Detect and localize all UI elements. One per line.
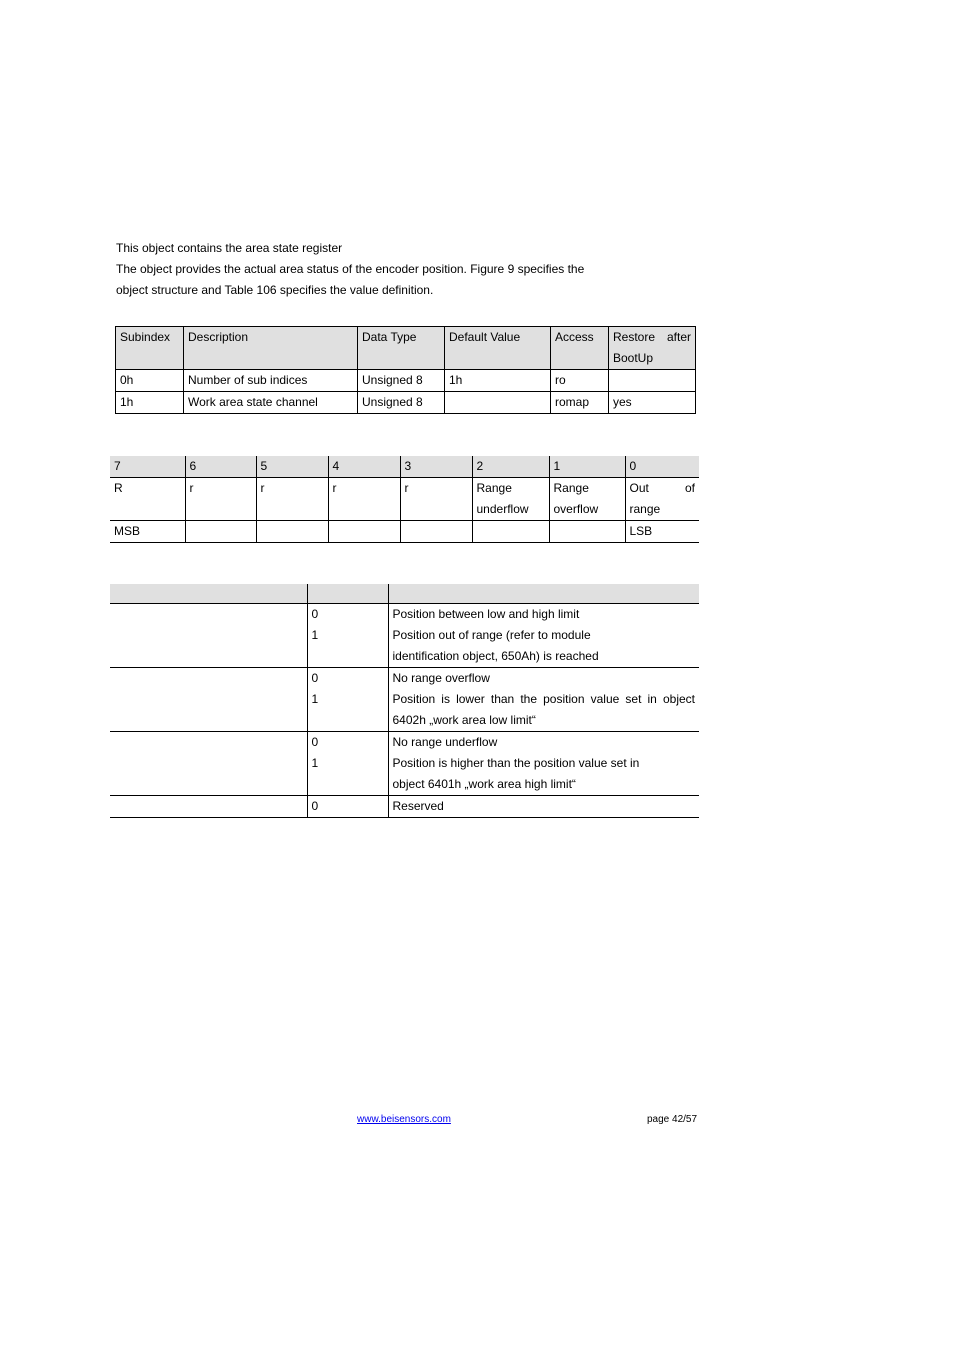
- bit-cell: R: [110, 478, 185, 521]
- bit-cell: 5: [256, 456, 328, 478]
- header-cell: Subindex: [116, 327, 184, 370]
- table-row: [110, 604, 699, 668]
- definition-text: Position is lower than the position value set in object: [392, 692, 695, 706]
- table-cell: [609, 370, 696, 392]
- bit-cell: 6: [185, 456, 256, 478]
- bit-text: Out: [629, 481, 649, 495]
- definition-text: Reserved: [392, 799, 444, 813]
- value-text: 1: [311, 628, 319, 642]
- table-cell: Unsigned 8: [358, 392, 445, 414]
- bit-cell: r: [185, 478, 256, 521]
- value-definition-table: [110, 584, 699, 818]
- header-cell: [388, 584, 699, 604]
- intro-line: This object contains the area state register: [116, 241, 343, 255]
- table-cell: Unsigned 8: [358, 370, 445, 392]
- table-cell: 1h: [445, 370, 551, 392]
- table-row: [116, 392, 696, 414]
- bit-cell: 1: [549, 456, 625, 478]
- header-word: after: [666, 330, 691, 344]
- table-cell: yes: [609, 392, 696, 414]
- table-cell: [110, 604, 307, 668]
- bit-text: range: [629, 502, 661, 516]
- bit-cell: [625, 478, 699, 521]
- definition-cell: [388, 732, 699, 796]
- bit-cell: [549, 521, 625, 543]
- bit-cell: [472, 521, 549, 543]
- value-cell: [307, 796, 388, 818]
- header-cell: [307, 584, 388, 604]
- table-row: [110, 732, 699, 796]
- bit-cell: r: [328, 478, 400, 521]
- bit-text: Range: [553, 481, 589, 495]
- intro-line: The object provides the actual area status of the encoder position. Figure 9 specifies the: [116, 262, 585, 276]
- object-structure-table: [115, 326, 696, 414]
- bit-cell: 2: [472, 456, 549, 478]
- bit-cell: [328, 521, 400, 543]
- table-cell: [110, 668, 307, 732]
- bit-cell: [400, 521, 472, 543]
- definition-cell: [388, 668, 699, 732]
- bit-cell: 4: [328, 456, 400, 478]
- page-number: page 42/57: [647, 1114, 698, 1125]
- table-cell: ro: [551, 370, 609, 392]
- value-cell: [307, 732, 388, 796]
- intro-text: [116, 238, 616, 301]
- definition-text: 6402h „work area low limit“: [392, 713, 536, 727]
- intro-line: object structure and Table 106 specifies the value definition.: [116, 283, 434, 297]
- value-cell: [307, 668, 388, 732]
- header-word: Restore: [613, 330, 656, 344]
- website-link[interactable]: www.beisensors.com: [357, 1114, 451, 1125]
- header-cell: Access: [551, 327, 609, 370]
- bit-text: of: [684, 481, 695, 495]
- definition-cell: [388, 796, 699, 818]
- table-cell: 1h: [116, 392, 184, 414]
- table-header-row: [110, 584, 699, 604]
- definition-cell: [388, 604, 699, 668]
- table-cell: Number of sub indices: [184, 370, 358, 392]
- header-cell: Default Value: [445, 327, 551, 370]
- msb-label: MSB: [110, 521, 185, 543]
- header-cell: Description: [184, 327, 358, 370]
- bit-cell: 7: [110, 456, 185, 478]
- definition-text: object 6401h „work area high limit“: [392, 777, 576, 791]
- header-cell: Data Type: [358, 327, 445, 370]
- bit-cell: 3: [400, 456, 472, 478]
- bit-cell: [549, 478, 625, 521]
- bit-cell: [256, 521, 328, 543]
- definition-text: Position is higher than the position value set in: [392, 756, 640, 770]
- table-header-row: [116, 327, 696, 370]
- value-text: 1: [311, 756, 319, 770]
- table-row: [116, 370, 696, 392]
- bit-number-row: [110, 456, 699, 478]
- table-row: [110, 668, 699, 732]
- bit-order-row: [110, 521, 699, 543]
- header-word: BootUp: [613, 351, 654, 365]
- bit-cell: [472, 478, 549, 521]
- value-text: 1: [311, 692, 319, 706]
- definition-text: Position out of range (refer to module: [392, 628, 591, 642]
- lsb-label: LSB: [625, 521, 699, 543]
- table-cell: [445, 392, 551, 414]
- table-cell: Work area state channel: [184, 392, 358, 414]
- bit-cell: 0: [625, 456, 699, 478]
- bit-text: overflow: [553, 502, 599, 516]
- header-cell: [609, 327, 696, 370]
- bit-cell: r: [400, 478, 472, 521]
- bit-cell: [185, 521, 256, 543]
- bit-text: underflow: [476, 502, 529, 516]
- value-text: 0: [311, 799, 319, 813]
- definition-text: No range underflow: [392, 735, 498, 749]
- value-text: 0: [311, 735, 319, 749]
- table-cell: [110, 796, 307, 818]
- value-cell: [307, 604, 388, 668]
- definition-text: identification object, 650Ah) is reached: [392, 649, 599, 663]
- definition-text: No range overflow: [392, 671, 490, 685]
- table-row: [110, 796, 699, 818]
- bit-meaning-row: [110, 478, 699, 521]
- bit-cell: r: [256, 478, 328, 521]
- bit-structure-table: [110, 456, 699, 543]
- definition-text: Position between low and high limit: [392, 607, 580, 621]
- table-cell: 0h: [116, 370, 184, 392]
- value-text: 0: [311, 607, 319, 621]
- bit-text: Range: [476, 481, 512, 495]
- header-cell: [110, 584, 307, 604]
- table-cell: romap: [551, 392, 609, 414]
- value-text: 0: [311, 671, 319, 685]
- table-cell: [110, 732, 307, 796]
